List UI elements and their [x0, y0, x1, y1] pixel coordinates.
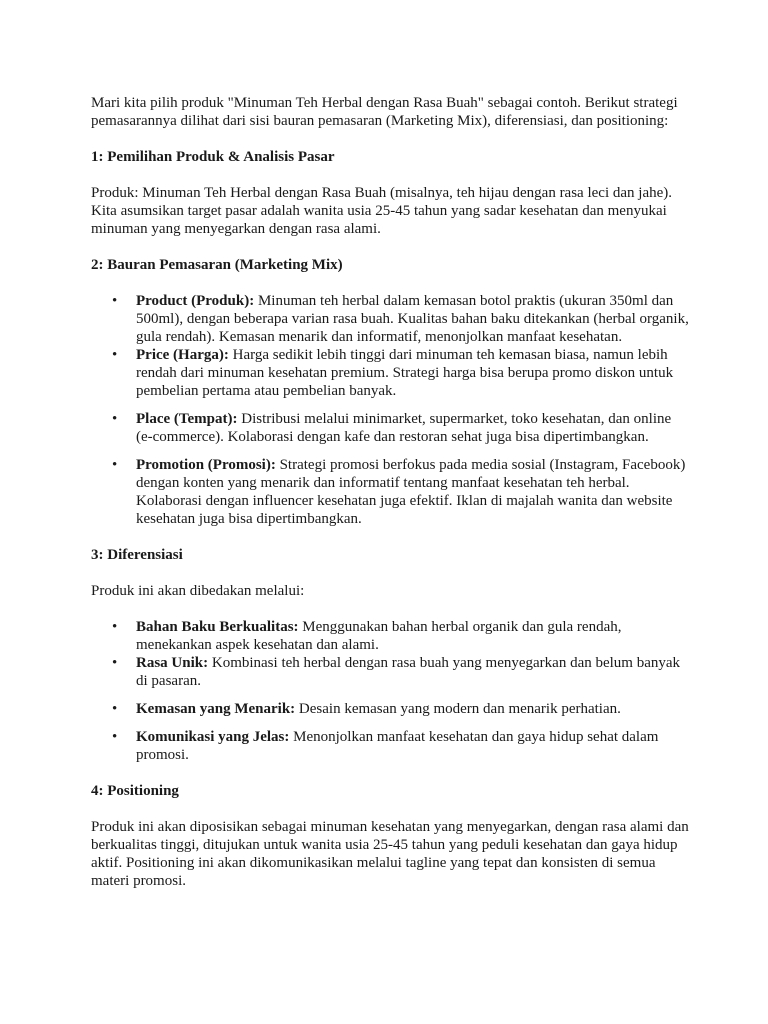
- list-item-text: Menggunakan bahan herbal organik dan gula rendah, menekankan aspek kesehatan dan alami.: [136, 619, 622, 653]
- list-item-term: Place (Tempat):: [136, 411, 238, 427]
- list-item-place: [91, 410, 691, 446]
- marketing-mix-list: [91, 292, 691, 528]
- differentiation-paragraph: Produk ini akan dibedakan melalui:: [91, 583, 305, 599]
- list-item-text: Strategi promosi berfokus pada media sosial (Instagram, Facebook) dengan konten yang menarik dan informatif tentang manfaat kesehatan teh herbal. Kolaborasi dengan influencer kesehatan juga efektif. Iklan di majalah wanita dan website kesehatan juga bisa dipertimbangkan.: [136, 457, 686, 527]
- section-heading-differentiation: 3: Diferensiasi: [91, 547, 183, 563]
- list-item-text: Harga sedikit lebih tinggi dari minuman teh kemasan biasa, namun lebih rendah dari minuman kesehatan premium. Strategi harga bisa berupa promo diskon untuk pembelian pertama atau pembelian banyak.: [136, 347, 674, 399]
- list-item-text: Desain kemasan yang modern dan menarik perhatian.: [295, 701, 621, 717]
- list-item-term: Rasa Unik:: [136, 655, 209, 671]
- list-item-price: [91, 346, 691, 400]
- document-page: [91, 94, 691, 890]
- list-item-text: Kombinasi teh herbal dengan rasa buah yang menyegarkan dan belum banyak di pasaran.: [136, 655, 681, 689]
- list-item-communication: [91, 728, 691, 764]
- differentiation-list: [91, 618, 691, 764]
- list-item-text: Distribusi melalui minimarket, supermarket, toko kesehatan, dan online (e-commerce). Kolaborasi dengan kafe dan restoran sehat juga bisa dipertimbangkan.: [136, 411, 672, 445]
- list-item-text: Minuman teh herbal dalam kemasan botol praktis (ukuran 350ml dan 500ml), dengan beberapa varian rasa buah. Kualitas bahan baku ditekankan (herbal organik, gula rendah). Kemasan menarik dan informatif, menonjolkan manfaat kesehatan.: [136, 293, 689, 345]
- list-item-term: Bahan Baku Berkualitas:: [136, 619, 299, 635]
- list-item-term: Price (Harga):: [136, 347, 229, 363]
- list-item-ingredients: [91, 618, 691, 654]
- positioning-paragraph: Produk ini akan diposisikan sebagai minuman kesehatan yang menyegarkan, dengan rasa alami dan berkualitas tinggi, ditujukan untuk wanita usia 25-45 tahun yang peduli kesehatan dan gaya hidup aktif. Positioning ini akan dikomunikasikan melalui tagline yang tepat dan konsisten di semua materi promosi.: [91, 819, 689, 889]
- list-item-term: Promotion (Promosi):: [136, 457, 276, 473]
- list-item-term: Kemasan yang Menarik:: [136, 701, 296, 717]
- section-heading-marketing-mix: 2: Bauran Pemasaran (Marketing Mix): [91, 257, 343, 273]
- list-item-packaging: [91, 700, 691, 718]
- section-heading-product-analysis: 1: Pemilihan Produk & Analisis Pasar: [91, 149, 335, 165]
- intro-paragraph: Mari kita pilih produk "Minuman Teh Herbal dengan Rasa Buah" sebagai contoh. Berikut strategi pemasarannya dilihat dari sisi bauran pemasaran (Marketing Mix), diferensiasi, dan positioning:: [91, 95, 678, 129]
- list-item-term: Komunikasi yang Jelas:: [136, 729, 290, 745]
- section-heading-positioning: 4: Positioning: [91, 783, 179, 799]
- list-item-promotion: [91, 456, 691, 528]
- list-item-taste: [91, 654, 691, 690]
- product-analysis-paragraph: Produk: Minuman Teh Herbal dengan Rasa Buah (misalnya, teh hijau dengan rasa leci dan jahe). Kita asumsikan target pasar adalah wanita usia 25-45 tahun yang sadar kesehatan dan menyukai minuman yang menyegarkan dengan rasa alami.: [91, 185, 673, 237]
- list-item-product: [91, 292, 691, 346]
- list-item-text: Menonjolkan manfaat kesehatan dan gaya hidup sehat dalam promosi.: [136, 729, 659, 763]
- list-item-term: Product (Produk):: [136, 293, 255, 309]
